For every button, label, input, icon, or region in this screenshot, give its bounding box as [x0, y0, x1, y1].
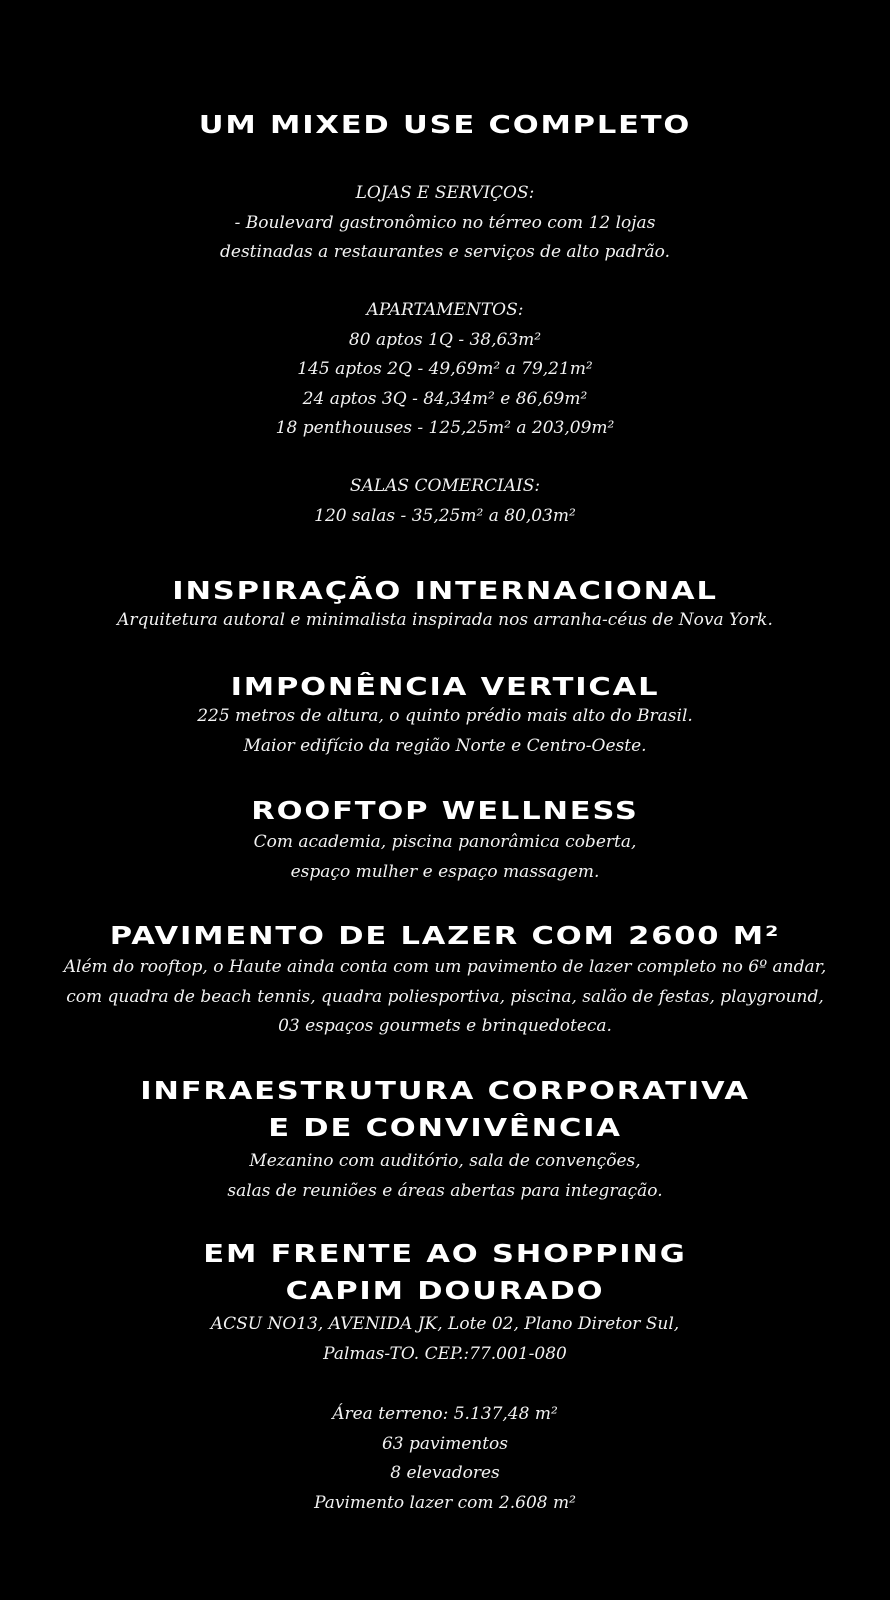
- apartamento-item: 18 penthouuses - 125,25m² a 203,09m²: [275, 418, 615, 438]
- fact-item: Pavimento lazer com 2.608 m²: [314, 1492, 576, 1513]
- section-title-rooftop: ROOFTOP WELLNESS: [251, 796, 639, 825]
- infraestrutura-line: salas de reuniões e áreas abertas para integração.: [227, 1180, 663, 1201]
- inspiracao-text: [0, 606, 890, 636]
- apartamento-item: 145 aptos 2Q - 49,69m² a 79,21m²: [297, 359, 593, 379]
- section-title-lazer: PAVIMENTO DE LAZER COM 2600 M²: [109, 921, 781, 950]
- endereco-text: [0, 1310, 890, 1369]
- section-title-infraestrutura: INFRAESTRUTURA CORPORATIVA: [140, 1076, 750, 1105]
- imponencia-text: [0, 702, 890, 761]
- salas-line: 120 salas - 35,25m² a 80,03m²: [314, 505, 576, 526]
- apartamentos-label: APARTAMENTOS:: [366, 300, 524, 320]
- endereco-line: ACSU NO13, AVENIDA JK, Lote 02, Plano Diretor Sul,: [210, 1314, 680, 1334]
- section-title-imponencia: IMPONÊNCIA VERTICAL: [230, 672, 660, 701]
- lazer-line: 03 espaços gourmets e brinquedoteca.: [278, 1016, 612, 1036]
- fact-item: Área terreno: 5.137,48 m²: [332, 1404, 558, 1424]
- apartamento-item: 24 aptos 3Q - 84,34m² e 86,69m²: [302, 388, 588, 409]
- apartamentos-block: [0, 296, 890, 444]
- lojas-line: destinadas a restaurantes e serviços de alto padrão.: [220, 242, 670, 262]
- lojas-label: LOJAS E SERVIÇOS:: [355, 183, 535, 203]
- infraestrutura-line: Mezanino com auditório, sala de convenções,: [249, 1151, 641, 1171]
- lazer-text: [0, 953, 890, 1042]
- lojas-block: [0, 179, 890, 268]
- section-title-localizacao: EM FRENTE AO SHOPPING: [203, 1239, 687, 1268]
- rooftop-text: [0, 828, 890, 887]
- facts-block: [0, 1400, 890, 1518]
- section-title-infraestrutura-2: E DE CONVIVÊNCIA: [268, 1113, 622, 1142]
- inspiracao-line: Arquitetura autoral e minimalista inspirada nos arranha-céus de Nova York.: [117, 610, 773, 630]
- lojas-line: - Boulevard gastronômico no térreo com 12 lojas: [234, 212, 656, 233]
- imponencia-line: 225 metros de altura, o quinto prédio mais alto do Brasil.: [197, 706, 693, 726]
- fact-item: 8 elevadores: [390, 1463, 500, 1483]
- apartamento-item: 80 aptos 1Q - 38,63m²: [348, 329, 542, 350]
- salas-block: [0, 472, 890, 531]
- salas-label: SALAS COMERCIAIS:: [349, 476, 541, 496]
- rooftop-line: espaço mulher e espaço massagem.: [290, 861, 600, 882]
- fact-item: 63 pavimentos: [381, 1433, 508, 1454]
- section-title-localizacao-2: CAPIM DOURADO: [285, 1276, 605, 1305]
- infraestrutura-text: [0, 1147, 890, 1206]
- section-title-inspiracao: INSPIRAÇÃO INTERNACIONAL: [172, 576, 718, 605]
- endereco-line: Palmas-TO. CEP.:77.001-080: [323, 1343, 567, 1364]
- section-title-mixed-use: UM MIXED USE COMPLETO: [198, 110, 692, 139]
- lazer-line: com quadra de beach tennis, quadra poliesportiva, piscina, salão de festas, playground,: [66, 986, 824, 1007]
- lazer-line: Além do rooftop, o Haute ainda conta com um pavimento de lazer completo no 6º andar,: [63, 957, 827, 977]
- imponencia-line: Maior edifício da região Norte e Centro-Oeste.: [243, 735, 647, 756]
- rooftop-line: Com academia, piscina panorâmica coberta,: [253, 832, 637, 852]
